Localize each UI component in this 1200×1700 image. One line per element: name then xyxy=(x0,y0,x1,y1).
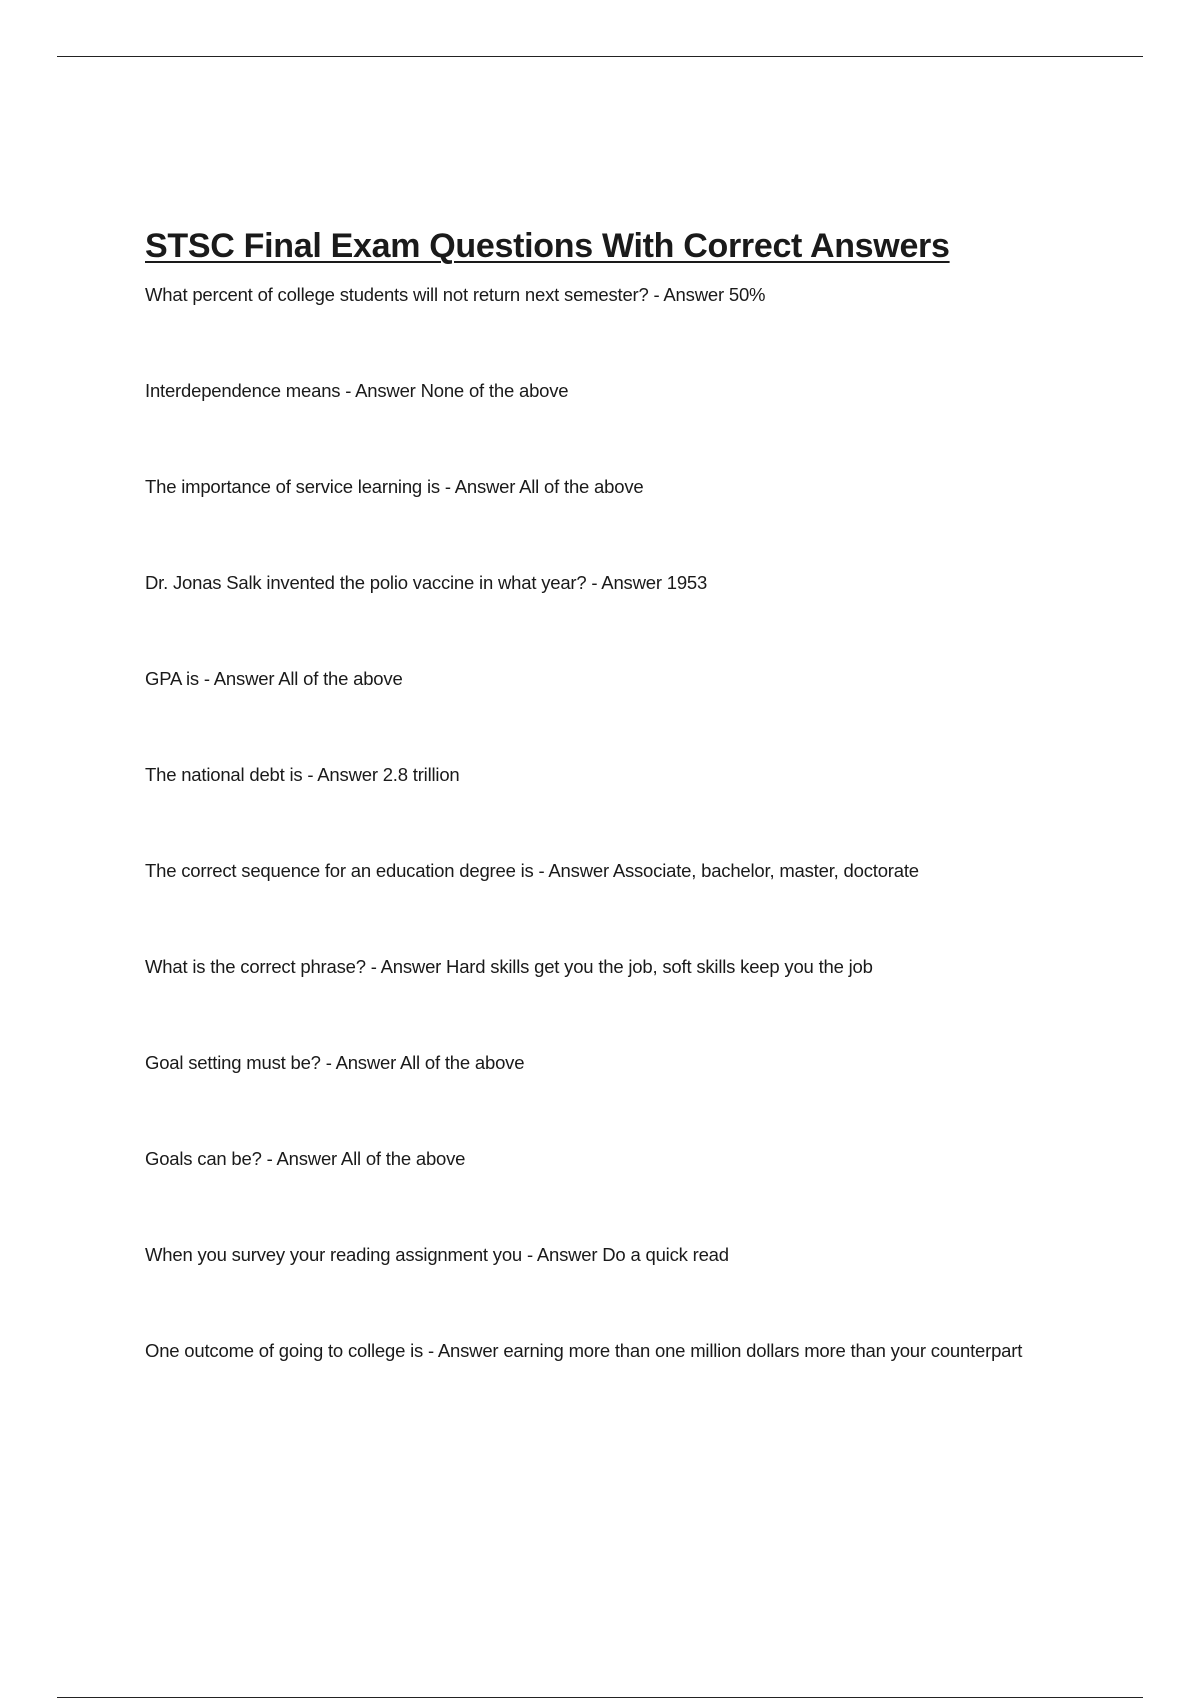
qa-item: Goal setting must be? - Answer All of the above xyxy=(145,1051,525,1073)
qa-list xyxy=(145,281,1045,1364)
qa-item: GPA is - Answer All of the above xyxy=(145,667,403,689)
qa-item: The importance of service learning is - Answer All of the above xyxy=(145,475,644,497)
document-title: STSC Final Exam Questions With Correct Answers xyxy=(145,227,950,265)
qa-item: When you survey your reading assignment you - Answer Do a quick read xyxy=(145,1243,729,1265)
qa-item: What percent of college students will not return next semester? - Answer 50% xyxy=(145,283,766,305)
bottom-rule xyxy=(57,1697,1143,1698)
qa-item: Dr. Jonas Salk invented the polio vaccine in what year? - Answer 1953 xyxy=(145,571,708,593)
qa-item: What is the correct phrase? - Answer Hard skills get you the job, soft skills keep you the job xyxy=(145,955,873,977)
qa-item: One outcome of going to college is - Answer earning more than one million dollars more than your counterpart xyxy=(145,1339,1023,1361)
qa-item: Goals can be? - Answer All of the above xyxy=(145,1147,466,1169)
qa-item: The national debt is - Answer 2.8 trillion xyxy=(145,763,460,785)
qa-item: The correct sequence for an education degree is - Answer Associate, bachelor, master, doctorate xyxy=(145,859,919,881)
qa-item: Interdependence means - Answer None of the above xyxy=(145,379,569,401)
document-body xyxy=(145,226,1045,1433)
top-rule xyxy=(57,56,1143,57)
